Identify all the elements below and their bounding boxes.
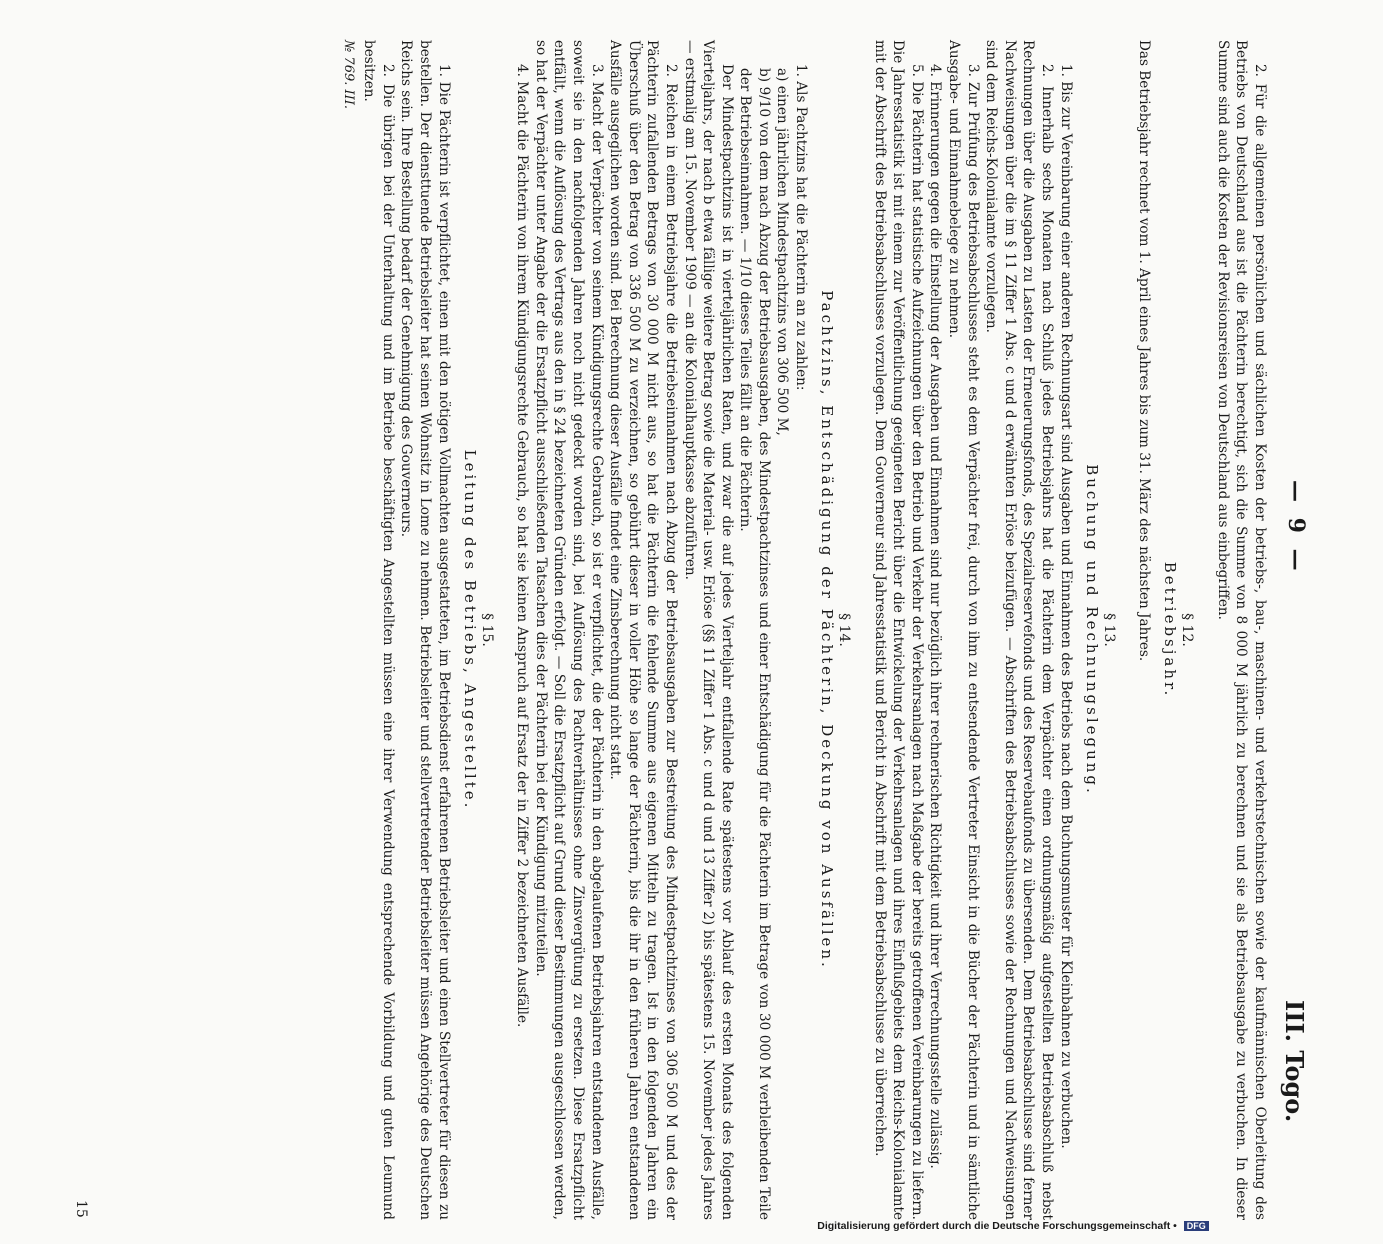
section-14-number: § 14.	[836, 613, 853, 647]
section-13-heading: Buchung und Rechnungslegung.	[1082, 464, 1101, 796]
document-page	[51, 20, 1331, 1232]
issue-number: № 769. III.	[340, 40, 356, 110]
section-14-lead: 1. Als Pachtzins hat die Pächterin an zu zahlen:	[793, 64, 810, 391]
section-14-heading: Pachtzins, Entschädigung der Pächterin, Deckung von Ausfällen.	[818, 290, 837, 970]
page-footer	[332, 40, 356, 1220]
page-header	[1269, 40, 1309, 1220]
section-14-para-3: 3. Macht der Verpächter von seinem Kündigungsrechte Gebrauch, so ist er verpflichtet, die der Pächterin in den abgelaufenen Betriebsjahren entstandenen Ausfälle, soweit sie in den nachfolgenden Jahren noch nicht gedeckt worden sind, bei Auflösung des Pachtverhältnisses ohne Zinsvergütung zu ersetzen. Diese Ersatzpflicht entfällt, wenn die Auflösung des Vertrags aus den in § 24 bezeichneten Gründen erfolgt. — Soll die Ersatzpflicht auf Grund dieser Bestimmungen ausgeschlossen werden, so hat der Verpächter unter Angabe der die Ersatzpflicht ausschließenden Tatsachen dies der Pächterin bei der Kündigung mitzuteilen.	[532, 40, 605, 1220]
section-15-number: § 15.	[478, 613, 495, 647]
section-14-para-2: 2. Reichen in einem Betriebsjahre die Betriebseinnahmen nach Abzug der Betriebsausgaben zur Bestreitung des Mindestpachtzinses von 306 500 M und des der Pächterin zufallenden Betrags von 30 000 M nicht aus, so hat die Pächterin die fehlende Summe aus eigenen Mitteln zu tragen. Ist in den folgenden Jahren ein Überschuß über den Betrag von 336 500 M zu verzeichnen, so gebührt dieser in voller Höhe so lange der Pächterin, bis die ihr in den früheren Jahren entstandenen Ausfälle ausgeglichen worden sind. Bei Berechnung dieser Ausfälle findet eine Zinsberechnung nicht statt.	[607, 40, 679, 1220]
section-14-item-b: b) 9/10 von dem nach Abzug der Betriebsausgaben, des Mindestpachtzinses und einer Entschädigung für die Pächterin im Betrage von 30 000 M verbleibenden Teile der Betriebseinnahmen. — 1/10 dieses Teiles fällt an die Pächterin.	[737, 68, 772, 1220]
section-12-text: Das Betriebsjahr rechnet vom 1. April eines Jahres bis zum 31. März des nächsten Jahres.	[1136, 40, 1153, 662]
section-15-heading: Leitung des Betriebs, Angestellte.	[460, 449, 479, 811]
section-15-para-2: 2. Die übrigen bei der Unterhaltung und im Betriebe beschäftigten Angestellten müssen eine ihrer Verwendung entsprechende Vorbildung und guten Leumund besitzen.	[361, 40, 396, 1220]
section-13-para-3: 3. Zur Prüfung des Betriebsabschlusses steht es dem Verpächter frei, durch von ihm zu entsendende Vertreter Einsicht in die Bücher der Pächterin und in sämtliche Ausgabe- und Einnahmebelege zu nehmen.	[946, 40, 981, 1220]
section-14-item-a: a) einen jährlichen Mindestpachtzins von 306 500 M,	[774, 68, 791, 436]
section-14-para-4: 4. Macht die Pächterin von ihrem Kündigungsrechte Gebrauch, so hat sie keinen Anspruch auf Ersatz der in Ziffer 2 bezeichneten Ausfälle.	[514, 64, 531, 1028]
section-12-number: § 12.	[1179, 613, 1196, 647]
intro-paragraph: 2. Für die allgemeinen persönlichen und sächlichen Kosten der betriebs-, bau-, maschinen- und verkehrstechnischen sowie der kaufmännischen Oberleitung des Betriebs von Deutschland aus ist die Pächterin berechtigt, sich die Summe von 8 000 M jährlich zu berechnen und sie als Betriebsausgabe zu verbuchen. In dieser Summe sind auch die Kosten der Revisionsreisen von Deutschland aus einbegriffen.	[1214, 40, 1268, 1220]
digitization-note	[509, 1220, 1383, 1244]
section-13-para-2: 2. Innerhalb sechs Monaten nach Schluß jedes Betriebsjahrs hat die Pächterin dem Verpächter einen ordnungsmäßig aufgestellten Betriebsabschluß nebst Rechnungen über die Ausgaben zu Lasten der Erneuerungsfonds, des Spezialreservefonds und des Reservebaufonds zu übersenden. Dem Betriebsabschlusse sind ferner Nachweisungen über die im § 11 Ziffer 1 Abs. c und d erwähnten Erlöse beizufügen. — Abschriften des Betriebsabschlusses sowie der Rechnungen und Nachweisungen sind dem Reichs-Kolonialamte vorzulegen.	[983, 40, 1056, 1220]
section-13-para-4: 4. Erinnerungen gegen die Einstellung der Ausgaben und Einnahmen sind nur bezüglich ihrer rechnerischen Richtigkeit und ihrer Verrechnungsstelle zulässig.	[927, 64, 944, 1169]
page-title: III. Togo.	[1280, 1000, 1309, 1123]
section-13-number: § 13.	[1100, 613, 1117, 647]
section-12-heading: Betriebsjahr.	[1161, 561, 1180, 699]
section-15-para-1: 1. Die Pächterin ist verpflichtet, einen mit den nötigen Vollmachten ausgestatteten, im Betriebsdienst erfahrenen Betriebsleiter und einen Stellvertreter für diesen zu bestellen. Der diensttuende Betriebsleiter hat seinen Wohnsitz in Lome zu nehmen. Betriebsleiter und stellvertretender Betriebsleiter müssen Angehörige des Deutschen Reichs sein. Ihre Bestellung bedarf der Genehmigung des Gouverneurs.	[398, 40, 452, 1220]
section-13-para-1: 1. Bis zur Vereinbarung einer anderen Rechnungsart sind Ausgaben und Einnahmen des Betriebs nach dem Buchungsmuster für Kleinbahnen zu verbuchen.	[1057, 64, 1074, 1149]
digitization-note-text: Digitalisierung gefördert durch die Deutsche Forschungsgemeinschaft •	[817, 1220, 1177, 1232]
section-13-para-5: 5. Die Pächterin hat statistische Aufzeichnungen über den Betrieb und Verkehr der Verkehrsanlagen nach Maßgabe der bereits getroffenen Vereinbarungen zu liefern. Die Jahresstatistik ist mit einem zur Veröffentlichung geeigneten Bericht über die Entwickelung der Verkehrsanlagen und ihres Einflußgebiets dem Reichs-Kolonialamte mit der Abschrift des Betriebsabschlusses vorzulegen. Dem Gouverneur sind Jahresstatistik und Bericht in Abschrift mit dem Betriebsabschlusse zu überreichen.	[871, 40, 925, 1220]
signature-number: 15	[73, 1200, 89, 1218]
section-14-para-1: Der Mindestpachtzins ist in vierteljährlichen Raten, und zwar die auf jedes Vierteljahr entfallende Rate spätestens vor Ablauf des ersten Monats des folgenden Vierteljahrs, der nach b etwa fällige weitere Betrag sowie die Material- usw. Erlöse (§§ 11 Ziffer 1 Abs. c und d und 13 Ziffer 2) bis spätestens 15. November jedes Jahres — erstmalig am 15. November 1909 — an die Kolonialhauptkasse abzuführen.	[681, 40, 735, 1220]
dfg-logo: DFG	[1184, 1221, 1209, 1231]
page-number: — 9 —	[1283, 480, 1309, 575]
